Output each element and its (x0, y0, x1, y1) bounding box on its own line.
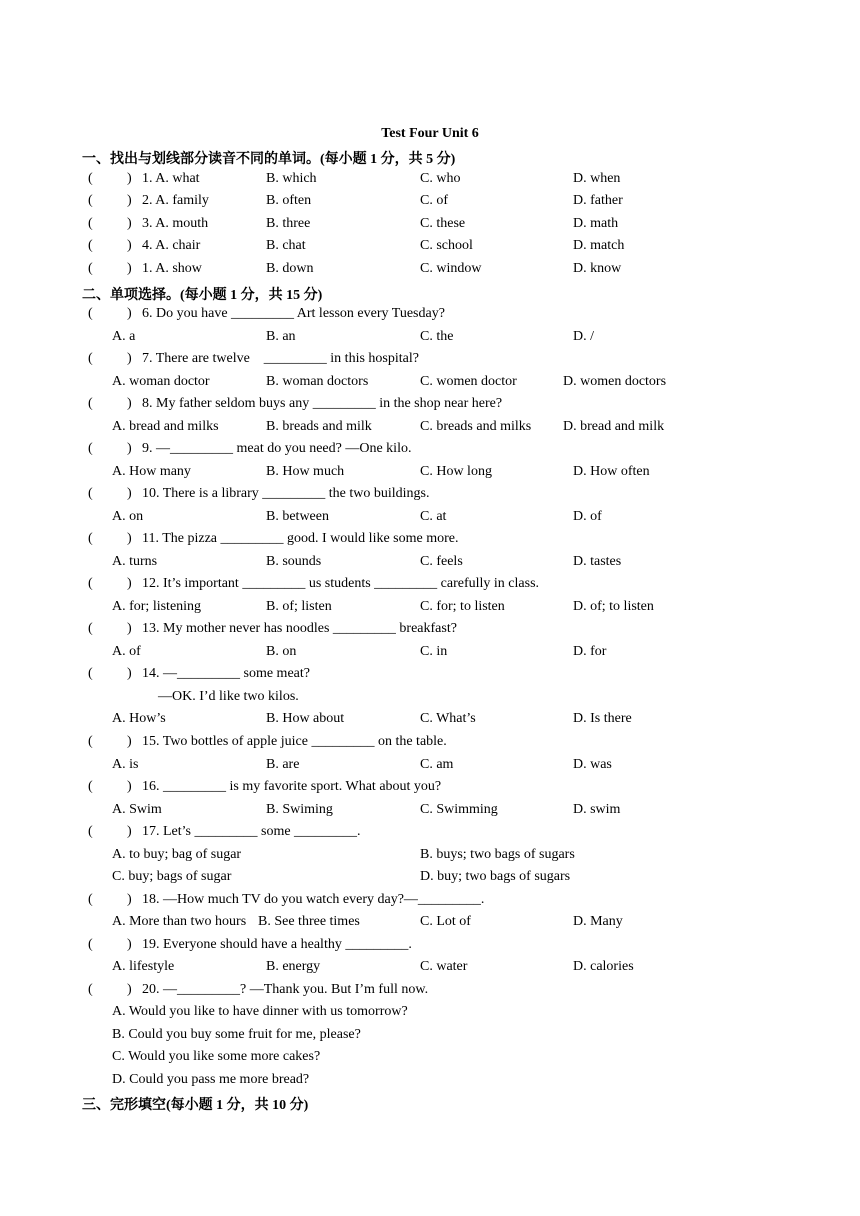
option-c: C. in (420, 644, 448, 659)
question-text: 18. —How much TV do you watch every day?—_________. (142, 892, 485, 907)
option-b: B. energy (266, 959, 321, 974)
option-b: B. How about (266, 711, 345, 726)
option-line (82, 1027, 782, 1047)
question-option-a: 2. A. family (142, 193, 209, 208)
answer-paren-close: ) (127, 396, 132, 411)
question-text: 8. My father seldom buys any _________ in the shop near here? (142, 396, 503, 411)
option-c: C. am (420, 757, 454, 772)
option-a: A. How many (112, 464, 191, 479)
option-c: C. buy; bags of sugar (112, 869, 232, 884)
option-c: C. school (420, 238, 473, 253)
answer-paren-close: ) (127, 982, 132, 997)
option-d: D. calories (573, 959, 634, 974)
option-d: D. for (573, 644, 607, 659)
question-text: 16. _________ is my favorite sport. What about you? (142, 779, 442, 794)
option-c: C. Lot of (420, 914, 471, 929)
option-c: C. window (420, 261, 482, 276)
option-b: B. often (266, 193, 312, 208)
question-stem (82, 621, 782, 641)
option-c: C. water (420, 959, 468, 974)
option-d: D. Is there (573, 711, 632, 726)
answer-paren-open: ( (88, 621, 93, 636)
option-a: A. a (112, 329, 136, 344)
option-d: D. match (573, 238, 625, 253)
question-stem (82, 306, 782, 326)
question-option-a: 1. A. show (142, 261, 202, 276)
option-b: B. an (266, 329, 296, 344)
option-a: A. of (112, 644, 141, 659)
option-c: C. women doctor (420, 374, 517, 389)
question-stem (82, 779, 782, 799)
answer-paren-close: ) (127, 892, 132, 907)
answer-paren-open: ( (88, 396, 93, 411)
option-d: D. when (573, 171, 621, 186)
option-d: D. How often (573, 464, 650, 479)
question-stem (82, 396, 782, 416)
option-b: B. How much (266, 464, 345, 479)
question-text: 7. There are twelve _________ in this hospital? (142, 351, 419, 366)
option-c: C. who (420, 171, 461, 186)
option-d: D. women doctors (563, 374, 667, 389)
answer-paren-close: ) (127, 486, 132, 501)
answer-paren-close: ) (127, 621, 132, 636)
answer-paren-close: ) (127, 261, 132, 276)
answer-paren-open: ( (88, 937, 93, 952)
option-d: D. Many (573, 914, 623, 929)
answer-paren-open: ( (88, 441, 93, 456)
question-text: 20. —_________? —Thank you. But I’m full now. (142, 982, 429, 997)
option-b: B. three (266, 216, 311, 231)
option-a: A. bread and milks (112, 419, 219, 434)
question-stem (82, 734, 782, 754)
option-b: B. between (266, 509, 329, 524)
question-stem (82, 486, 782, 506)
option-d: D. swim (573, 802, 621, 817)
option-a: A. More than two hours (112, 914, 247, 929)
question-row-1 (82, 171, 782, 191)
options-row (82, 464, 782, 484)
option-d: D. / (573, 329, 594, 344)
option-d: D. bread and milk (563, 419, 665, 434)
option-d: D. of; to listen (573, 599, 654, 614)
answer-paren-close: ) (127, 238, 132, 253)
option-b: B. See three times (258, 914, 360, 929)
option-b: B. breads and milk (266, 419, 372, 434)
answer-paren-close: ) (127, 441, 132, 456)
options-row (82, 374, 782, 394)
question-text: 14. —_________ some meat? (142, 666, 310, 681)
answer-paren-close: ) (127, 937, 132, 952)
option-d: D. father (573, 193, 623, 208)
options-row (82, 802, 782, 822)
question-row-5 (82, 261, 782, 281)
answer-paren-open: ( (88, 734, 93, 749)
option-a: A. on (112, 509, 144, 524)
options-row (82, 419, 782, 439)
answer-paren-close: ) (127, 824, 132, 839)
answer-paren-close: ) (127, 734, 132, 749)
option-b: B. on (266, 644, 297, 659)
answer-paren-close: ) (127, 216, 132, 231)
answer-paren-open: ( (88, 351, 93, 366)
answer-paren-close: ) (127, 531, 132, 546)
question-text: 9. —_________ meat do you need? —One kilo. (142, 441, 412, 456)
answer-paren-open: ( (88, 779, 93, 794)
question-text: 17. Let’s _________ some _________. (142, 824, 361, 839)
answer-paren-open: ( (88, 824, 93, 839)
option-d: D. was (573, 757, 612, 772)
option-b: B. which (266, 171, 317, 186)
question-text: 12. It’s important _________ us students _________ carefully in class. (142, 576, 540, 591)
options-row (82, 329, 782, 349)
question-text: 11. The pizza _________ good. I would like some more. (142, 531, 459, 546)
section2-heading: 二、单项选择。(每小题 1 分，共 15 分) (82, 288, 323, 303)
options-row (82, 847, 782, 867)
option-d: D. math (573, 216, 619, 231)
question-row-2 (82, 193, 782, 213)
question-stem (82, 576, 782, 596)
options-row (82, 554, 782, 574)
option-d: D. tastes (573, 554, 622, 569)
option-line (82, 1049, 782, 1069)
answer-paren-close: ) (127, 193, 132, 208)
option-c: C. the (420, 329, 454, 344)
option-line (82, 1004, 782, 1024)
question-stem (82, 937, 782, 957)
option-b: B. woman doctors (266, 374, 369, 389)
option-b: B. of; listen (266, 599, 332, 614)
option-c: C. these (420, 216, 466, 231)
section1-heading: 一、找出与划线部分读音不同的单词。(每小题 1 分，共 5 分) (82, 152, 456, 167)
question-stem (82, 824, 782, 844)
option-c: C. How long (420, 464, 492, 479)
option-a: A. turns (112, 554, 158, 569)
question-text: 13. My mother never has noodles _________ breakfast? (142, 621, 457, 636)
option-c: C. of (420, 193, 448, 208)
option-c: C. at (420, 509, 447, 524)
options-row (82, 599, 782, 619)
option-b: B. sounds (266, 554, 322, 569)
options-row (82, 869, 782, 889)
option-d: D. of (573, 509, 602, 524)
question-text: 15. Two bottles of apple juice _________ on the table. (142, 734, 447, 749)
answer-paren-open: ( (88, 982, 93, 997)
answer-paren-open: ( (88, 666, 93, 681)
answer-paren-open: ( (88, 216, 93, 231)
answer-paren-close: ) (127, 576, 132, 591)
question-text: 6. Do you have _________ Art lesson every Tuesday? (142, 306, 445, 321)
answer-paren-open: ( (88, 306, 93, 321)
answer-paren-open: ( (88, 261, 93, 276)
options-row (82, 711, 782, 731)
options-row (82, 757, 782, 777)
option-c: C. Would you like some more cakes? (112, 1049, 321, 1064)
question-stem-continued (82, 689, 782, 709)
option-a: A. for; listening (112, 599, 202, 614)
options-row (82, 509, 782, 529)
question-option-a: 1. A. what (142, 171, 200, 186)
option-a: A. woman doctor (112, 374, 210, 389)
option-b: B. chat (266, 238, 306, 253)
option-c: C. for; to listen (420, 599, 505, 614)
answer-paren-open: ( (88, 171, 93, 186)
option-b: B. Could you buy some fruit for me, please? (112, 1027, 361, 1042)
answer-paren-close: ) (127, 306, 132, 321)
question-stem (82, 892, 782, 912)
option-a: A. is (112, 757, 139, 772)
answer-paren-open: ( (88, 486, 93, 501)
option-c: C. breads and milks (420, 419, 532, 434)
option-d: D. Could you pass me more bread? (112, 1072, 310, 1087)
question-stem (82, 666, 782, 686)
question-option-a: 4. A. chair (142, 238, 201, 253)
options-row (82, 914, 782, 934)
option-b: B. are (266, 757, 300, 772)
question-stem (82, 351, 782, 371)
option-a: A. Swim (112, 802, 162, 817)
question-option-a: 3. A. mouth (142, 216, 209, 231)
option-line (82, 1072, 782, 1092)
options-row (82, 644, 782, 664)
answer-paren-close: ) (127, 171, 132, 186)
answer-paren-close: ) (127, 779, 132, 794)
option-a: A. to buy; bag of sugar (112, 847, 242, 862)
option-c: C. Swimming (420, 802, 498, 817)
answer-paren-open: ( (88, 576, 93, 591)
question-text: 10. There is a library _________ the two buildings. (142, 486, 430, 501)
option-c: C. What’s (420, 711, 476, 726)
question-stem (82, 441, 782, 461)
answer-paren-close: ) (127, 666, 132, 681)
option-b: B. Swiming (266, 802, 333, 817)
section3-heading: 三、完形填空(每小题 1 分，共 10 分) (82, 1098, 309, 1113)
answer-paren-close: ) (127, 351, 132, 366)
option-d: D. know (573, 261, 622, 276)
option-b: B. buys; two bags of sugars (420, 847, 575, 862)
option-a: A. Would you like to have dinner with us tomorrow? (112, 1004, 408, 1019)
page-title: Test Four Unit 6 (381, 126, 479, 141)
option-c: C. feels (420, 554, 463, 569)
answer-paren-open: ( (88, 193, 93, 208)
question-stem (82, 982, 782, 1002)
option-a: A. How’s (112, 711, 166, 726)
answer-paren-open: ( (88, 238, 93, 253)
question-text: —OK. I’d like two kilos. (158, 689, 299, 704)
answer-paren-open: ( (88, 892, 93, 907)
question-stem (82, 531, 782, 551)
options-row (82, 959, 782, 979)
question-row-3 (82, 216, 782, 236)
question-text: 19. Everyone should have a healthy _________. (142, 937, 412, 952)
option-b: B. down (266, 261, 314, 276)
option-a: A. lifestyle (112, 959, 175, 974)
option-d: D. buy; two bags of sugars (420, 869, 571, 884)
question-row-4 (82, 238, 782, 258)
answer-paren-open: ( (88, 531, 93, 546)
